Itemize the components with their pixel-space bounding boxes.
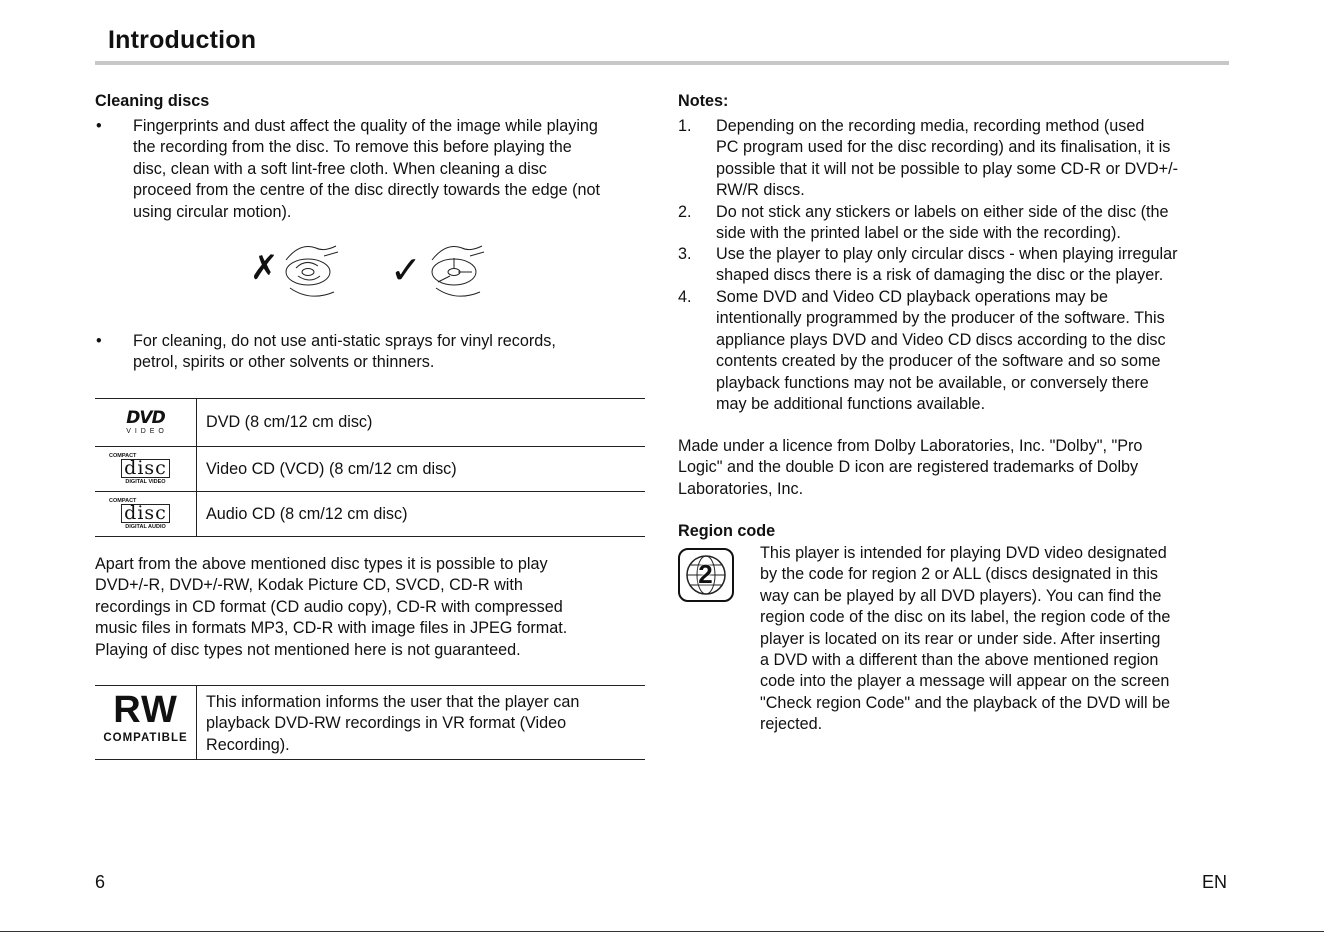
text-line: Depending on the recording media, recording method (used — [716, 117, 1145, 135]
note-1 — [716, 116, 1236, 202]
note-4 — [716, 287, 1236, 415]
other-disc-types-paragraph — [95, 554, 650, 661]
text-line: intentionally programmed by the producer of the software. This — [716, 309, 1165, 328]
text-line: way can be played by all DVD players). You can find the — [760, 586, 1162, 605]
region-code-heading: Region code — [678, 522, 776, 540]
cleaning-heading: Cleaning discs — [95, 92, 210, 110]
text-line: playback functions may not be available, or conversely there — [716, 373, 1149, 392]
table-row — [95, 399, 645, 447]
text-line: Some DVD and Video CD playback operations may be — [716, 288, 1109, 306]
text-line: rejected. — [760, 715, 823, 734]
text-line: shaped discs there is a risk of damaging the disc or the player. — [716, 266, 1164, 285]
table-row — [95, 447, 645, 492]
text-line: player is located on its rear or under side. After inserting — [760, 629, 1161, 648]
text-line: by the code for region 2 or ALL (discs designated in this — [760, 565, 1159, 584]
dvd-logo-text: DVD — [126, 408, 165, 428]
text-line: petrol, spirits or other solvents or thinners. — [133, 353, 435, 372]
text-line: playback DVD-RW recordings in VR format (Video — [206, 714, 567, 733]
text-line: Logic" and the double D icon are registered trademarks of Dolby — [678, 458, 1139, 477]
notes-heading: Notes: — [678, 92, 729, 110]
note-number: 1. — [678, 117, 692, 135]
text-line: Made under a licence from Dolby Laboratories, Inc. "Dolby", "Pro — [678, 437, 1143, 455]
cleaning-bullet-2 — [133, 331, 653, 374]
rw-info-text — [197, 686, 646, 760]
cd-logo-top: COMPACT — [109, 497, 137, 504]
dolby-trademark-paragraph — [678, 436, 1238, 500]
text-line: recordings in CD format (CD audio copy), CD-R with compressed — [95, 597, 563, 616]
note-number: 4. — [678, 288, 692, 306]
cd-logo-sub: DIGITAL AUDIO — [125, 523, 166, 530]
cd-logo-text: disc — [121, 459, 170, 478]
bottom-rule — [0, 931, 1324, 932]
text-line: This player is intended for playing DVD video designated — [760, 544, 1167, 562]
page-number: 6 — [95, 872, 106, 892]
text-line: the recording from the disc. To remove this before playing the — [133, 138, 572, 157]
disc-types-table — [95, 398, 645, 537]
dvd-logo-sub: V I D E O — [126, 428, 165, 435]
text-line: This information informs the user that the player can — [206, 693, 580, 711]
text-line: music files in formats MP3, CD-R with image files in JPEG format. — [95, 619, 568, 638]
page-title: Introduction — [108, 26, 257, 54]
text-line: DVD+/-R, DVD+/-RW, Kodak Picture CD, SVCD, CD-R with — [95, 576, 523, 595]
note-number: 2. — [678, 203, 692, 221]
language-code: EN — [1202, 872, 1228, 892]
hand-disc-straight-icon — [422, 238, 492, 302]
text-line: Use the player to play only circular discs - when playing irregular — [716, 245, 1178, 263]
text-line: contents created by the producer of the software and so some — [716, 352, 1161, 371]
text-line: For cleaning, do not use anti-static sprays for vinyl records, — [133, 332, 556, 350]
rw-compatible-table — [95, 685, 645, 760]
cleaning-illustration-wrong — [248, 238, 348, 302]
text-line: Apart from the above mentioned disc types it is possible to play — [95, 555, 548, 573]
rw-compatible-logo — [95, 686, 197, 760]
cleaning-bullet-1 — [133, 116, 653, 223]
text-line: Recording). — [206, 735, 290, 754]
note-2 — [716, 202, 1236, 245]
text-line: using circular motion). — [133, 202, 292, 221]
text-line: appliance plays DVD and Video CD discs according to the disc — [716, 330, 1166, 349]
text-line: a DVD with a different than the above mentioned region — [760, 651, 1159, 670]
note-3 — [716, 244, 1236, 287]
text-line: Do not stick any stickers or labels on either side of the disc (the — [716, 203, 1169, 221]
text-line: Fingerprints and dust affect the quality of the image while playing — [133, 117, 598, 135]
dvd-video-logo — [95, 399, 197, 447]
rw-logo-sub: COMPATIBLE — [103, 732, 188, 744]
wrong-mark-icon: ✗ — [250, 248, 279, 288]
region-code-paragraph — [760, 543, 1230, 736]
text-line: side with the printed label or the side with the recording). — [716, 224, 1121, 243]
region-2-icon — [678, 548, 734, 602]
rw-logo-text: RW — [113, 689, 178, 731]
text-line: disc, clean with a soft lint-free cloth. When cleaning a disc — [133, 159, 547, 178]
hand-disc-circular-icon — [276, 238, 346, 302]
note-number: 3. — [678, 245, 692, 263]
region-number: 2 — [698, 559, 713, 589]
cd-logo-top: COMPACT — [109, 452, 137, 459]
disc-type-audio-cd: Audio CD (8 cm/12 cm disc) — [197, 492, 646, 537]
title-rule — [95, 61, 1229, 65]
cd-logo-sub: DIGITAL VIDEO — [125, 478, 166, 485]
text-line: Laboratories, Inc. — [678, 479, 804, 498]
text-line: may be additional functions available. — [716, 395, 986, 414]
right-mark-icon: ✓ — [390, 248, 422, 292]
text-line: proceed from the centre of the disc directly towards the edge (not — [133, 181, 600, 200]
disc-type-dvd: DVD (8 cm/12 cm disc) — [197, 399, 646, 447]
compact-disc-audio-logo — [95, 492, 197, 537]
compact-disc-video-logo — [95, 447, 197, 492]
cleaning-illustration-right — [390, 238, 494, 302]
disc-type-vcd: Video CD (VCD) (8 cm/12 cm disc) — [197, 447, 646, 492]
text-line: possible that it will not be possible to play some CD-R or DVD+/- — [716, 159, 1178, 178]
table-row — [95, 492, 645, 537]
bullet-1-symbol: • — [96, 117, 102, 135]
text-line: PC program used for the disc recording) and its finalisation, it is — [716, 138, 1171, 157]
bullet-2-symbol: • — [96, 332, 102, 350]
text-line: region code of the disc on its label, the region code of the — [760, 608, 1171, 627]
text-line: code into the player a message will appear on the screen — [760, 672, 1170, 691]
text-line: Playing of disc types not mentioned here is not guaranteed. — [95, 640, 521, 659]
table-row — [95, 686, 645, 760]
text-line: RW/R discs. — [716, 181, 805, 200]
text-line: "Check region Code" and the playback of the DVD will be — [760, 693, 1171, 712]
cd-logo-text: disc — [121, 504, 170, 523]
